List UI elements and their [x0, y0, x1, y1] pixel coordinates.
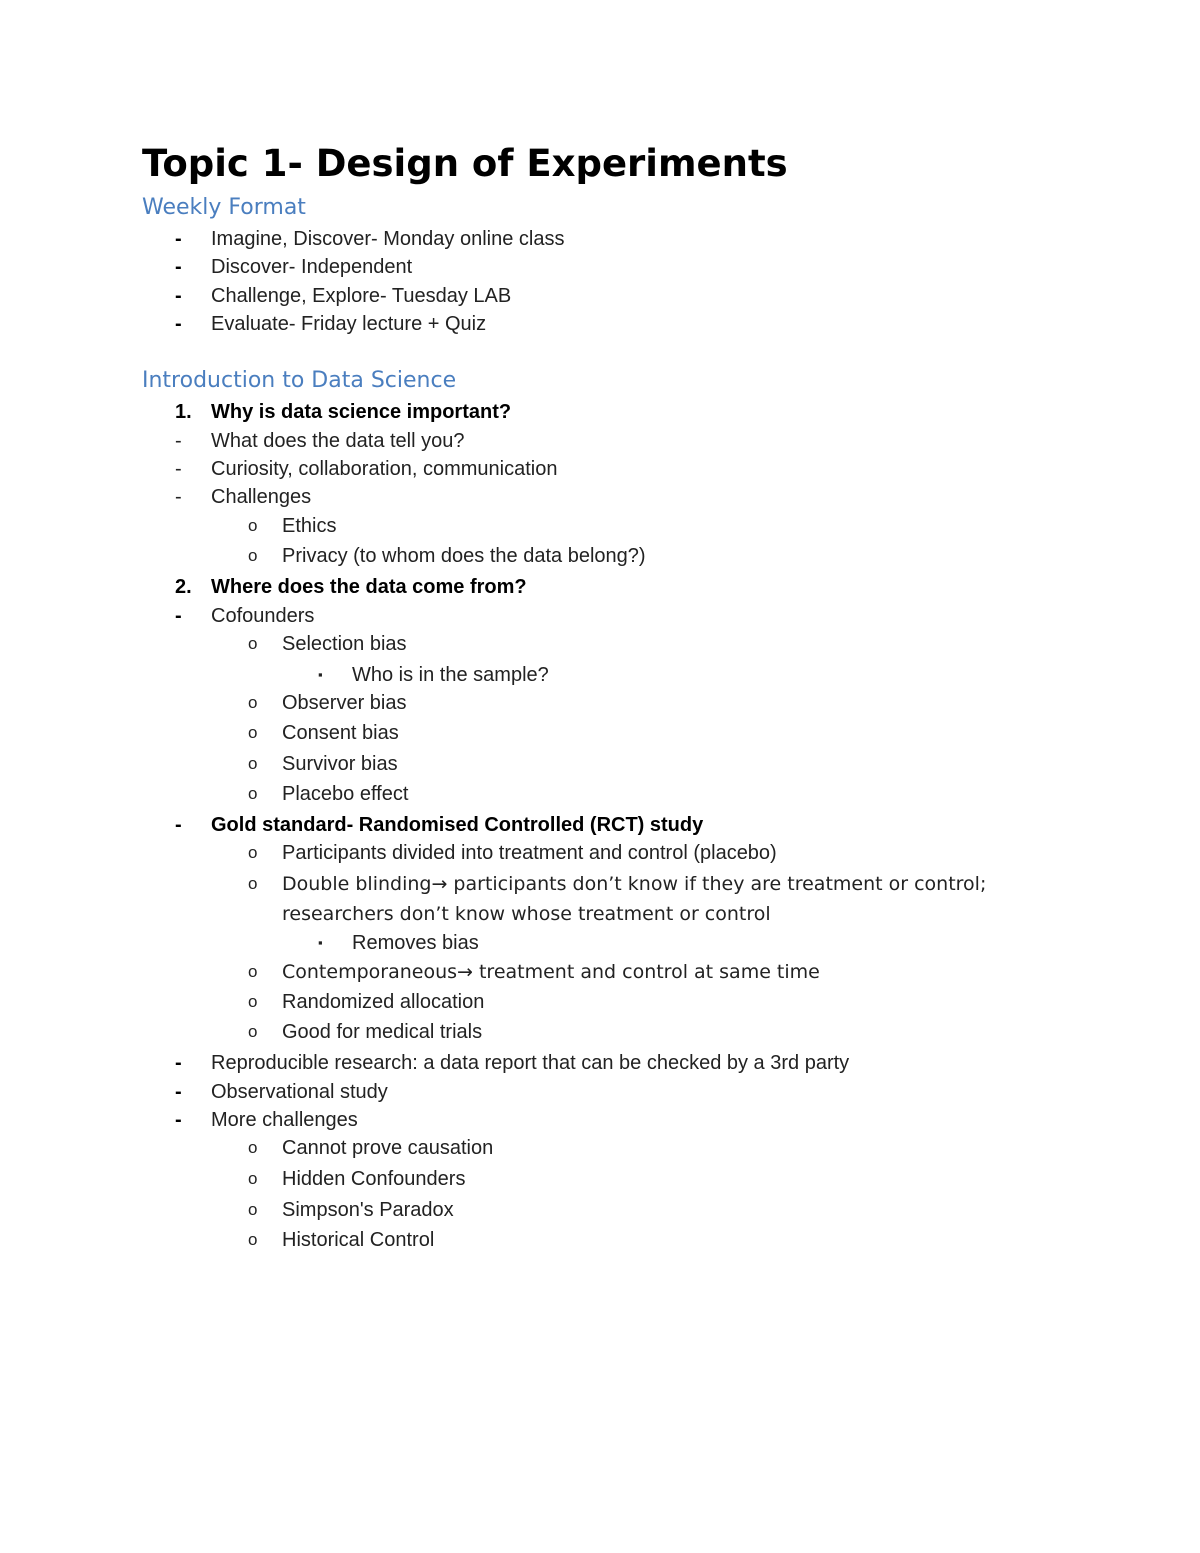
dash-bullet: -	[175, 1109, 182, 1131]
list-item-text: Observational study	[211, 1081, 388, 1103]
circle-bullet: o	[248, 992, 258, 1011]
circle-bullet: o	[248, 1230, 258, 1249]
list-item-text: More challenges	[211, 1109, 358, 1131]
list-item-text: Curiosity, collaboration, communication	[211, 458, 558, 480]
weekly-item-text: Evaluate- Friday lecture + Quiz	[211, 313, 487, 335]
list-item-text: Gold standard- Randomised Controlled (RCT) study	[211, 814, 704, 836]
sub-list-item-text: Contemporaneous→ treatment and control at same time	[282, 961, 820, 983]
heading-introduction: Introduction to Data Science	[142, 368, 457, 393]
sub-list-item-text: Placebo effect	[282, 783, 409, 805]
document-title: Topic 1- Design of Experiments	[142, 142, 788, 185]
weekly-item-text: Challenge, Explore- Tuesday LAB	[211, 285, 512, 307]
circle-bullet: o	[248, 843, 258, 862]
dash-bullet: -	[175, 605, 182, 627]
list-item-text: Challenges	[211, 486, 312, 508]
sub-list-item-text: Privacy (to whom does the data belong?)	[282, 545, 646, 567]
sub-list-item-text: Selection bias	[282, 633, 407, 655]
circle-bullet: o	[248, 754, 258, 773]
sub-list-item-text: Consent bias	[282, 722, 399, 744]
list-item-text: Cofounders	[211, 605, 315, 627]
circle-bullet: o	[248, 516, 258, 535]
circle-bullet: o	[248, 634, 258, 653]
sub-list-item-text: Participants divided into treatment and control (placebo)	[282, 842, 777, 864]
sub-list-item-text: Historical Control	[282, 1229, 435, 1251]
square-bullet: ▪	[318, 935, 323, 950]
sub-list-item-text: Cannot prove causation	[282, 1137, 494, 1159]
dash-bullet: -	[175, 1081, 182, 1103]
weekly-item-text: Imagine, Discover- Monday online class	[211, 228, 565, 250]
sub-list-item-text: Observer bias	[282, 692, 407, 714]
question-label: Where does the data come from?	[211, 576, 527, 598]
list-item-text: Reproducible research: a data report that can be checked by a 3rd party	[211, 1052, 850, 1074]
sub-sub-list-item-text: Who is in the sample?	[352, 664, 549, 686]
circle-bullet: o	[248, 693, 258, 712]
sub-list-item-text: Ethics	[282, 515, 337, 537]
circle-bullet: o	[248, 1200, 258, 1219]
dash-bullet: -	[175, 430, 182, 452]
dash-bullet: -	[175, 1052, 182, 1074]
dash-bullet: -	[175, 256, 182, 278]
list-item-text: What does the data tell you?	[211, 430, 465, 452]
circle-bullet: o	[248, 784, 258, 803]
circle-bullet: o	[248, 723, 258, 742]
list-number: 2.	[175, 576, 192, 598]
sub-sub-list-item-text: Removes bias	[352, 932, 479, 954]
circle-bullet: o	[248, 1138, 258, 1157]
circle-bullet: o	[248, 546, 258, 565]
sub-list-item-text: Hidden Confounders	[282, 1168, 466, 1190]
dash-bullet: -	[175, 814, 182, 836]
list-number: 1.	[175, 401, 192, 423]
sub-list-item-text: Double blinding→ participants don’t know if they are treatment or control; researchers don’t know whose treatment or control	[282, 873, 987, 925]
sub-list-item-text: Simpson's Paradox	[282, 1199, 454, 1221]
sub-list-item-text: Good for medical trials	[282, 1021, 483, 1043]
dash-bullet: -	[175, 458, 182, 480]
heading-weekly-format: Weekly Format	[142, 195, 306, 220]
dash-bullet: -	[175, 285, 182, 307]
sub-list-item-text: Survivor bias	[282, 753, 398, 775]
circle-bullet: o	[248, 1022, 258, 1041]
circle-bullet: o	[248, 962, 258, 981]
sub-list-item-text: Randomized allocation	[282, 991, 485, 1013]
circle-bullet: o	[248, 874, 258, 893]
dash-bullet: -	[175, 228, 182, 250]
question-label: Why is data science important?	[211, 401, 512, 423]
square-bullet: ▪	[318, 667, 323, 682]
dash-bullet: -	[175, 486, 182, 508]
weekly-item-text: Discover- Independent	[211, 256, 413, 278]
dash-bullet: -	[175, 313, 182, 335]
circle-bullet: o	[248, 1169, 258, 1188]
